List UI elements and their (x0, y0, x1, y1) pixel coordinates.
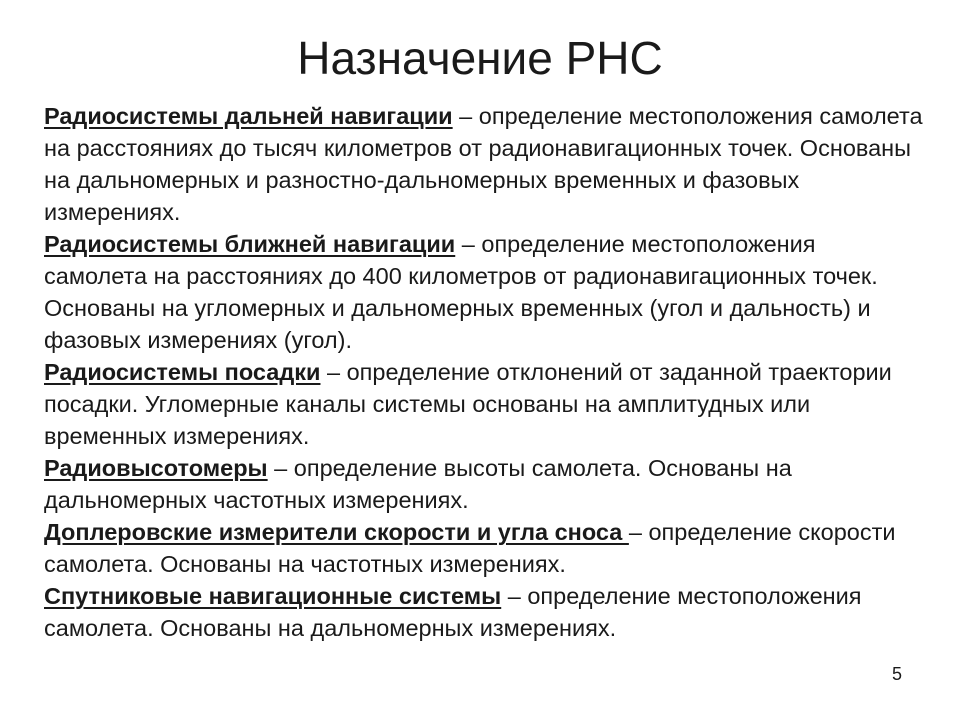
entry-description: – определение местоположения самолета. Основаны на дальномерных измерениях. (44, 583, 862, 641)
entry-short-range-navigation (44, 228, 924, 356)
entry-description: – определение высоты самолета. Основаны на дальномерных частотных измерениях. (44, 455, 792, 513)
entry-description: – определение отклонений от заданной траектории посадки. Угломерные каналы системы основаны на амплитудных или временных измерениях. (44, 359, 892, 449)
slide-content (44, 100, 924, 644)
entry-radio-altimeters (44, 452, 924, 516)
entry-satellite-navigation (44, 580, 924, 644)
entry-description: – определение местоположения самолета на расстояниях до тысяч километров от радионавигационных точек. Основаны на дальномерных и разностно-дальномерных временных и фазовых измерениях. (44, 103, 923, 225)
entry-term: Спутниковые навигационные системы (44, 583, 502, 609)
entry-description: – определение местоположения самолета на расстояниях до 400 километров от радионавигационных точек. Основаны на угломерных и дальномерных временных (угол и дальность) и фазовых измерениях (угол). (44, 231, 878, 353)
entry-description: – определение скорости самолета. Основаны на частотных измерениях. (44, 519, 896, 577)
entry-term: Радиосистемы дальней навигации (44, 103, 453, 129)
entry-term: Радиовысотомеры (44, 455, 268, 481)
entry-doppler-meters (44, 516, 924, 580)
page-number: 5 (891, 664, 902, 684)
entry-term: Доплеровские измерители скорости и угла сноса (44, 519, 629, 545)
slide-title: Назначение РНС (297, 32, 663, 84)
entry-landing-systems (44, 356, 924, 452)
entry-term: Радиосистемы ближней навигации (44, 231, 456, 257)
entry-term: Радиосистемы посадки (44, 359, 321, 385)
entry-long-range-navigation (44, 100, 924, 228)
